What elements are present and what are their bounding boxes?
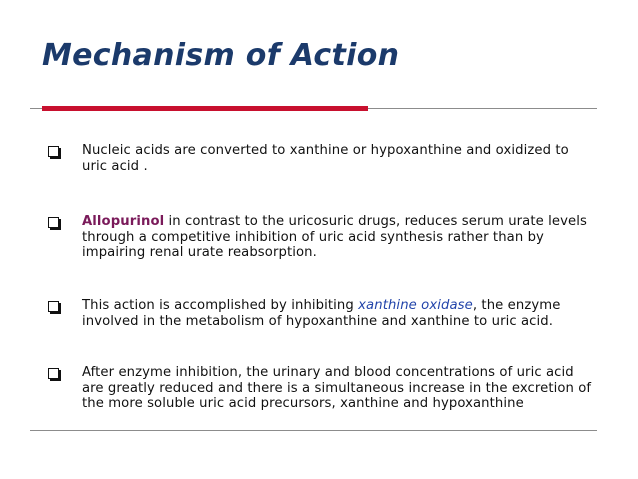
checkbox-icon <box>48 301 59 312</box>
bullet-text: After enzyme inhibition, the urinary and blood concentrations of uric acid are greatly reduced and there is a simultaneous increase in the excretion of the more soluble uric acid precursors, xanthine and hypoxanthine <box>82 365 592 411</box>
accent-bar <box>42 106 368 111</box>
bullet-text: Allopurinol in contrast to the uricosuric drugs, reduces serum urate levels through a competitive inhibition of uric acid synthesis rather than by impairing renal urate reabsorption. <box>82 214 587 260</box>
drug-name: Allopurinol <box>82 214 165 229</box>
bottom-divider <box>30 430 597 431</box>
bullet-text: Nucleic acids are converted to xanthine or hypoxanthine and oxidized to uric acid . <box>82 143 569 174</box>
checkbox-icon <box>48 146 59 157</box>
slide-title: Mechanism of Action <box>42 38 400 73</box>
bullet-text: This action is accomplished by inhibiting xanthine oxidase, the enzyme involved in the metabolism of hypoxanthine and xanthine to uric acid. <box>82 298 561 329</box>
enzyme-name: xanthine oxidase <box>358 298 473 313</box>
checkbox-icon <box>48 217 59 228</box>
checkbox-icon <box>48 368 59 379</box>
